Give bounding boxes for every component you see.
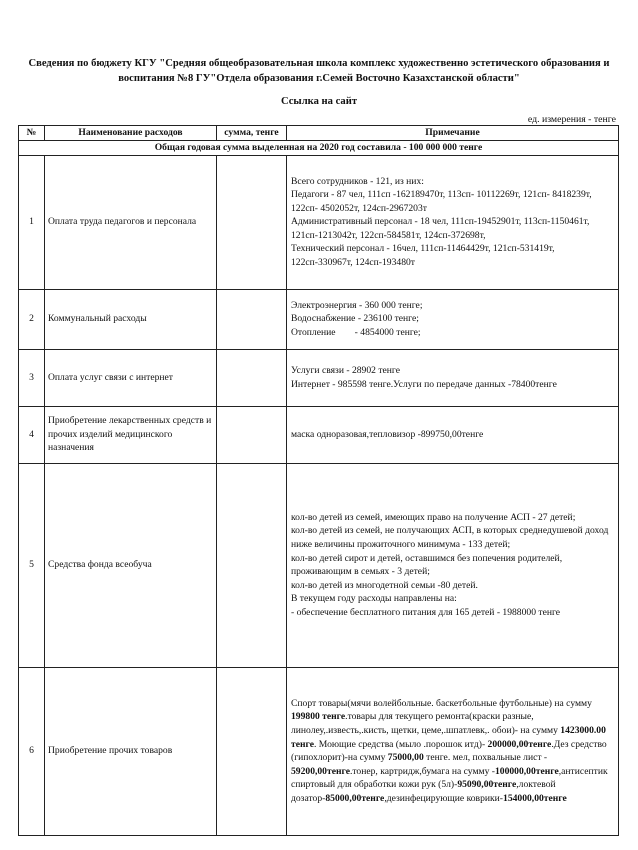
expense-sum bbox=[217, 406, 287, 463]
note-text: ,антисептик спиртовый для обработки кожи рук (5л)- bbox=[291, 765, 608, 791]
note-line: Водоснабжение - 236100 тенге; bbox=[291, 313, 419, 325]
note-text: ,локтевой дозатор- bbox=[291, 779, 556, 804]
col-header-number: № bbox=[19, 126, 45, 141]
note-line: Педагоги - 87 чел, 111сп -162189470т, 113сп- 10112269т, 121сп- 8418239т, 122сп- 4502052т, 124сп-2967203т bbox=[291, 189, 592, 214]
table-row bbox=[19, 667, 619, 835]
note-amount: 199800 тенге bbox=[291, 711, 346, 723]
note-line: Всего сотрудников - 121, из них: bbox=[291, 175, 424, 187]
note-amount: 1423000.00 тенге bbox=[291, 724, 606, 750]
budget-table bbox=[18, 125, 619, 836]
note-line: кол-во детей сирот и детей, оставшимся без попечения родителей, проживающим в семьях - 3 детей; bbox=[291, 552, 563, 578]
col-header-note: Примечание bbox=[287, 126, 619, 141]
unit-label: ед. измерения - тенге bbox=[527, 114, 616, 125]
row-number: 1 bbox=[19, 155, 45, 289]
table-row bbox=[19, 155, 619, 289]
expense-name: Средства фонда всеобуча bbox=[45, 463, 217, 667]
expense-sum bbox=[217, 289, 287, 349]
note-line: Административный персонал - 18 чел, 111сп-19452901т, 113сп-1150461т, 121сп-1213042т, 122сп-584581т, 124сп-372698т, bbox=[291, 216, 590, 241]
note-text: ,дезинфецирующие коврики- bbox=[384, 792, 504, 804]
table-row bbox=[19, 289, 619, 349]
note-amount: 200000,00тенге bbox=[487, 738, 552, 750]
table-header-row bbox=[19, 126, 619, 141]
row-number: 5 bbox=[19, 463, 45, 667]
table-row bbox=[19, 406, 619, 463]
note-line: Технический персонал - 16чел, 111сп-11464429т, 121сп-531419т, 122сп-330967т, 124сп-193480т bbox=[291, 243, 555, 269]
expense-name: Оплата труда педагогов и персонала bbox=[45, 155, 217, 289]
note-amount: 75000,00 bbox=[387, 752, 424, 764]
note-amount: 100000,00тенге bbox=[494, 765, 559, 777]
total-row bbox=[19, 140, 619, 155]
expense-sum bbox=[217, 349, 287, 406]
note-amount: 154000,00тенге bbox=[503, 792, 567, 804]
expense-note bbox=[287, 289, 619, 349]
note-text: .Дез средство (гипохлорит)-на сумму bbox=[291, 738, 607, 764]
note-line: Отопление - 4854000 тенге; bbox=[291, 326, 421, 338]
row-number: 6 bbox=[19, 667, 45, 835]
note-text: тенге. мел, похвальные лист - bbox=[423, 752, 548, 764]
expense-name: Приобретение лекарственных средств и прочих изделий медицинского назначения bbox=[45, 406, 217, 463]
note-line: В текущем году расходы направлены на: bbox=[291, 593, 457, 605]
col-header-name: Наименование расходов bbox=[45, 126, 217, 141]
expense-note bbox=[287, 155, 619, 289]
expense-name: Коммунальный расходы bbox=[45, 289, 217, 349]
note-text: Спорт товары(мячи волейбольные. баскетбольные футбольные) на сумму bbox=[291, 697, 592, 709]
note-amount: 59200,00тенге bbox=[291, 765, 350, 777]
note-text: . Моющие средства (мыло .порошок итд)- bbox=[314, 738, 488, 750]
col-header-sum: сумма, тенге bbox=[217, 126, 287, 141]
expense-note bbox=[287, 349, 619, 406]
expense-name: Приобретение прочих товаров bbox=[45, 667, 217, 835]
total-amount-text: Общая годовая сумма выделенная на 2020 год составила - 100 000 000 тенге bbox=[19, 140, 619, 155]
expense-note bbox=[287, 406, 619, 463]
note-line: Услуги связи - 28902 тенге bbox=[291, 365, 400, 376]
note-line: кол-во детей из семей, не получающих АСП, в которых среднедушевой доход ниже величины прожиточного минимума - 133 детей; bbox=[291, 525, 609, 550]
table-row bbox=[19, 349, 619, 406]
note-text: .товары для текущего ремонта(краски разные, линолеу,.известь,.кисть, щетки, цеме,.шпатлевк,. обои)- на сумму bbox=[291, 711, 561, 736]
document-title: Сведения по бюджету КГУ "Средняя общеобразовательная школа комплекс художественно эстетического образования и воспитания №8 ГУ"Отдела образования г.Семей Восточно Казахстанской области" bbox=[28, 58, 610, 84]
note-text: .тонер, картридж,бумага на сумму - bbox=[349, 765, 495, 777]
note-line: маска одноразовая,тепловизор -899750,00тенге bbox=[291, 428, 484, 440]
expense-note bbox=[287, 667, 619, 835]
expense-note bbox=[287, 463, 619, 667]
row-number: 3 bbox=[19, 349, 45, 406]
note-amount: 95090,00тенге bbox=[457, 779, 517, 791]
table-row bbox=[19, 463, 619, 667]
expense-sum bbox=[217, 667, 287, 835]
note-line: Электроэнергия - 360 000 тенге; bbox=[291, 299, 423, 311]
expense-sum bbox=[217, 155, 287, 289]
expense-name: Оплата услуг связи с интернет bbox=[45, 349, 217, 406]
note-line: кол-во детей из семей, имеющих право на получение АСП - 27 детей; bbox=[291, 511, 576, 523]
note-amount: 85000,00тенге bbox=[325, 792, 385, 804]
note-line: - обеспечение бесплатного питания для 165 детей - 1988000 тенге bbox=[291, 606, 561, 618]
note-line: Интернет - 985598 тенге.Услуги по передаче данных -78400тенге bbox=[291, 378, 557, 390]
row-number: 2 bbox=[19, 289, 45, 349]
website-link-label: Ссылка на сайт bbox=[280, 96, 358, 107]
expense-sum bbox=[217, 463, 287, 667]
note-line: кол-во детей из многодетной семьи -80 детей. bbox=[291, 579, 478, 591]
row-number: 4 bbox=[19, 406, 45, 463]
